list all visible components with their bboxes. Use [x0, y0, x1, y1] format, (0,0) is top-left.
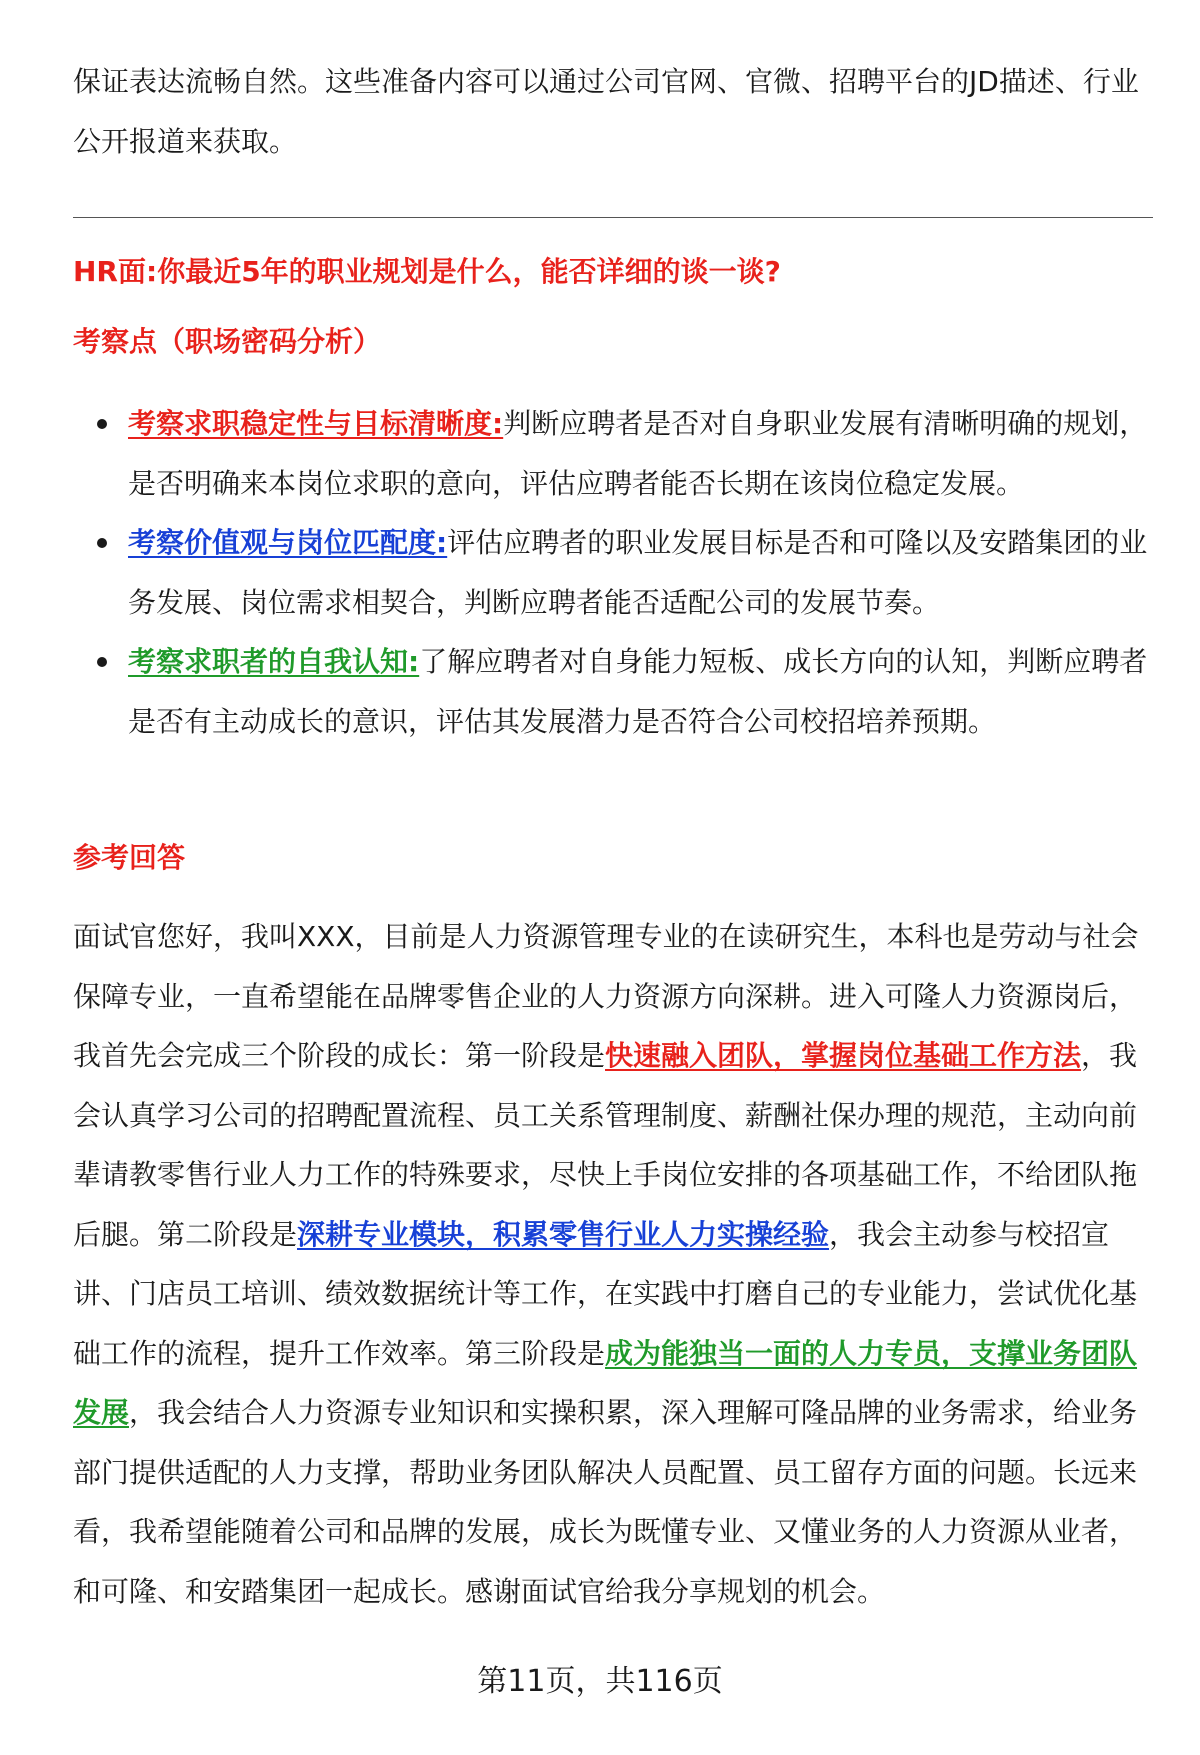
list-item [73, 513, 1153, 632]
point-text: 了解应聘者对自身能力短板、成长方向的认知，判断应聘者是否有主动成长的意识，评估其发展潜力是否符合公司校招培养预期。 [128, 645, 1148, 738]
bullet-icon [97, 538, 107, 548]
answer-text: ，我会主动参与校招宣讲、门店员工培训、绩效数据统计等工作，在实践中打磨自己的专业能力，尝试优化基础工作的流程，提升工作效率。第三阶段是 [73, 1217, 1138, 1370]
stage-one-highlight: 快速融入团队，掌握岗位基础工作方法 [605, 1039, 1082, 1072]
section-divider [73, 217, 1153, 218]
stage-three-highlight: 成为能独当一面的人力专员，支撑业务团队发展 [73, 1336, 1138, 1429]
point-text: 评估应聘者的职业发展目标是否和可隆以及安踏集团的业务发展、岗位需求相契合，判断应聘者能否适配公司的发展节奏。 [128, 526, 1148, 619]
intro-paragraph: 保证表达流畅自然。这些准备内容可以通过公司官网、官微、招聘平台的JD描述、行业公开报道来获取。 [73, 65, 1139, 158]
answer-heading: 参考回答 [73, 841, 186, 874]
page-number-footer: 第11页，共116页 [477, 1664, 723, 1699]
list-item [73, 632, 1153, 751]
answer-text: ，我会结合人力资源专业知识和实操积累，深入理解可隆品牌的业务需求，给业务部门提供适配的人力支撑，帮助业务团队解决人员配置、员工留存方面的问题。长远来看，我希望能随着公司和品牌的发展，成长为既懂专业、又懂业务的人力资源从业者，和可隆、和安踏集团一起成长。感谢面试官给我分享规划的机会。 [73, 1396, 1138, 1608]
stage-two-highlight: 深耕专业模块，积累零售行业人力实操经验 [297, 1217, 830, 1251]
point-keyword: 考察求职者的自我认知: [128, 645, 420, 678]
bullet-icon [97, 419, 107, 429]
answer-text: ，我会认真学习公司的招聘配置流程、员工关系管理制度、薪酬社保办理的规范，主动向前辈请教零售行业人力工作的特殊要求，尽快上手岗位安排的各项基础工作，不给团队拖后腿。第二阶段是 [73, 1039, 1138, 1251]
point-text: 判断应聘者是否对自身职业发展有清晰明确的规划，是否明确来本岗位求职的意向，评估应聘者能否长期在该岗位稳定发展。 [128, 407, 1148, 500]
point-keyword: 考察求职稳定性与目标清晰度: [128, 407, 504, 440]
bullet-icon [97, 657, 107, 667]
assessment-points-list [73, 394, 1153, 751]
list-item [73, 394, 1153, 513]
answer-paragraph [73, 907, 1153, 1621]
point-keyword: 考察价值观与岗位匹配度: [128, 526, 448, 559]
question-heading: HR面:你最近5年的职业规划是什么，能否详细的谈一谈? [73, 255, 781, 288]
answer-text: 面试官您好，我叫XXX，目前是人力资源管理专业的在读研究生，本科也是劳动与社会保障专业，一直希望能在品牌零售企业的人力资源方向深耕。进入可隆人力资源岗后，我首先会完成三个阶段的成长：第一阶段是 [73, 920, 1139, 1072]
analysis-heading: 考察点（职场密码分析） [73, 325, 382, 358]
